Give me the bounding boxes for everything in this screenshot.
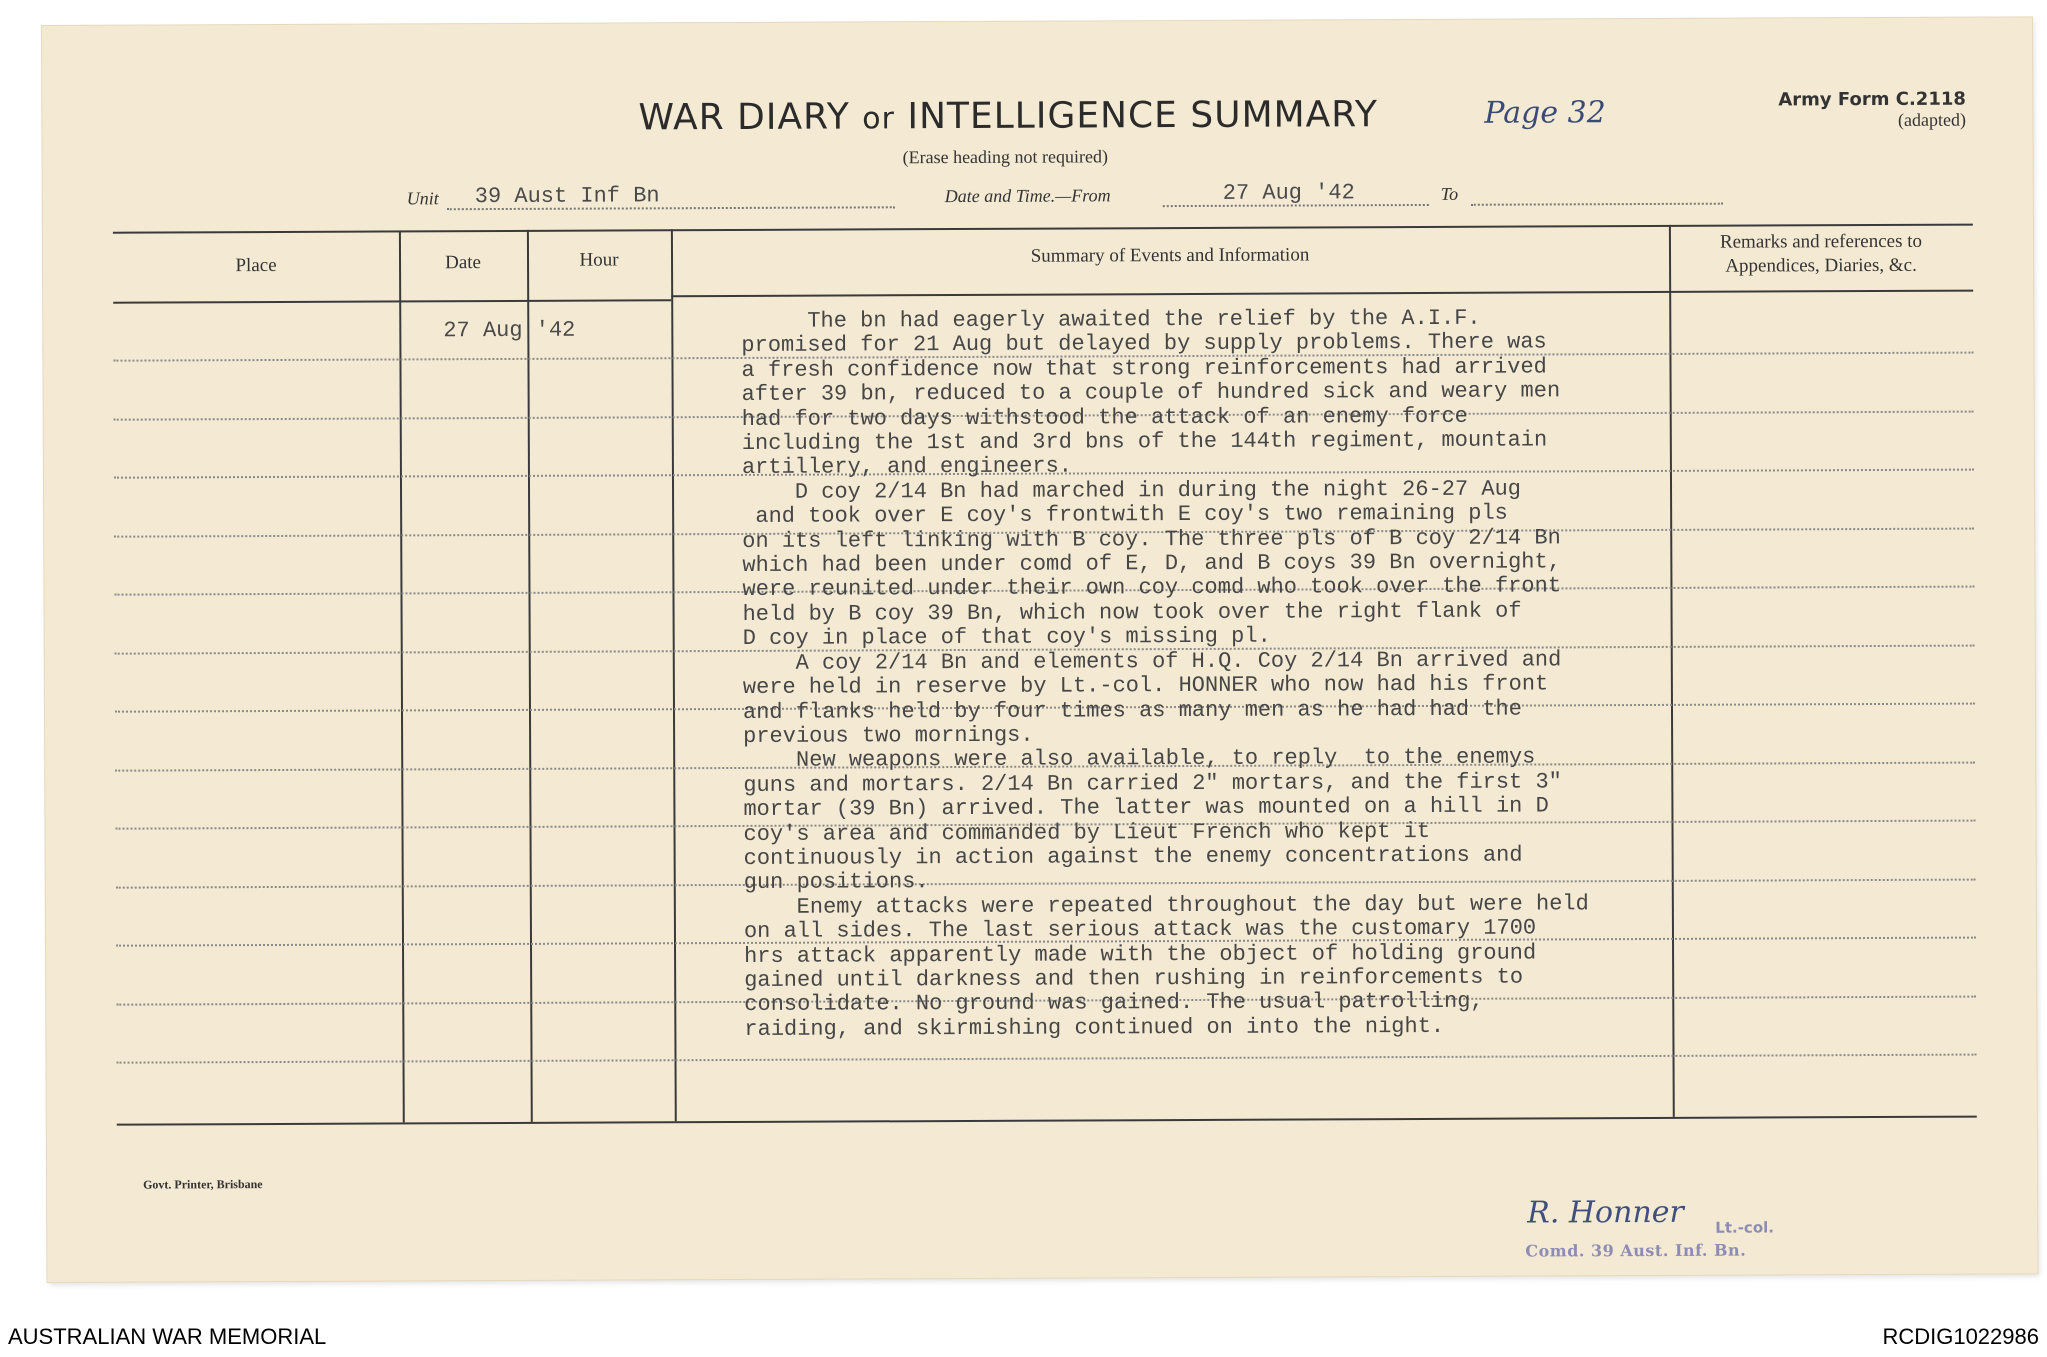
divider-date-hour — [527, 230, 533, 1122]
to-dotted-line — [1471, 203, 1723, 206]
unit-value: 39 Aust Inf Bn — [474, 183, 660, 210]
form-title — [638, 94, 1378, 138]
diary-table — [113, 224, 1977, 1132]
header-date: Date — [445, 252, 482, 274]
divider-place-date — [399, 230, 405, 1122]
erase-heading-note: (Erase heading not required) — [902, 146, 1109, 168]
header-hour: Hour — [579, 249, 619, 271]
signature: R. Honner — [1527, 1194, 1684, 1231]
stamp-command: Comd. 39 Aust. Inf. Bn. — [1525, 1240, 1747, 1261]
header-rule-right — [671, 290, 1973, 298]
footer-institution: AUSTRALIAN WAR MEMORIAL — [8, 1324, 327, 1349]
divider-hour-summary — [671, 229, 677, 1121]
header-remarks: Remarks and references to Appendices, Diaries, &c. — [1719, 230, 1923, 277]
printer-imprint: Govt. Printer, Brisbane — [143, 1177, 263, 1192]
stamp-rank: Lt.-col. — [1715, 1218, 1775, 1237]
unit-label: Unit — [406, 188, 439, 209]
war-diary-sheet — [42, 17, 2037, 1282]
divider-summary-remarks — [1669, 225, 1675, 1117]
footer-record-id: RCDIG1022986 — [1882, 1324, 2039, 1349]
header-place: Place — [235, 254, 277, 277]
from-value: 27 Aug '42 — [1222, 180, 1355, 206]
page-number-handwritten: Page 32 — [1484, 95, 1606, 131]
entry-summary-text: The bn had eagerly awaited the relief by the A.I.F. promised for 21 Aug but delayed by supply problems. There was a fresh confidence now that strong reinforcements had arrived after 39 bn, reduced to a couple of hundred sick and weary men had for two days withstood the attack of an enemy force including the 1st and 3rd bns of the 144th regiment, mountain artillery, and engineers. D coy 2/14 Bn had marched in during the night 26-27 Aug and took over E coy's frontwith E coy's two remaining pls on its left linking with B coy. The three pls of B coy 2/14 Bn which had been under comd of E, D, and B coys 39 Bn overnight, were reunited under their own coy comd who took over the front held by B coy 39 Bn, which now took over the right flank of D coy in place of that coy's missing pl. A coy 2/14 Bn and elements of H.Q. Coy 2/14 Bn arrived and were held in reserve by Lt.-col. HONNER who now had his front and flanks held by four times as many men as he had had the previous two mornings. New weapons were also available, to reply to the enemys guns and mortars. 2/14 Bn carried 2" mortars, and the first 3" mortar (39 Bn) arrived. The latter was mounted on a hill in D coy's area and commanded by Lieut French who kept it continuously in action against the enemy concentrations and gun positions. Enemy attacks were repeated throughout the day but were held on all sides. The last serious attack was the customary 1700 hrs attack apparently made with the object of holding ground gained until darkness and then rushing in reinforcements to consolidate. No ground was gained. The usual patrolling, raiding, and skirmishing continued on into the night. — [741, 305, 1589, 1042]
army-form-adapted: (adapted) — [1897, 109, 1967, 130]
army-form-number: Army Form C.2118 — [1778, 88, 1966, 111]
title-or: or — [862, 101, 896, 137]
row-rule — [117, 1054, 1977, 1064]
title-war-diary: WAR DIARY — [638, 96, 850, 139]
date-time-label: Date and Time.—From — [944, 185, 1111, 207]
table-bottom-rule — [117, 1116, 1977, 1126]
title-intelligence-summary: INTELLIGENCE SUMMARY — [907, 94, 1379, 138]
header-rule-left — [113, 299, 671, 303]
entry-date: 27 Aug '42 — [443, 317, 576, 344]
army-form-label — [1778, 90, 1966, 131]
to-label: To — [1440, 183, 1459, 204]
header-summary: Summary of Events and Information — [1030, 244, 1310, 267]
